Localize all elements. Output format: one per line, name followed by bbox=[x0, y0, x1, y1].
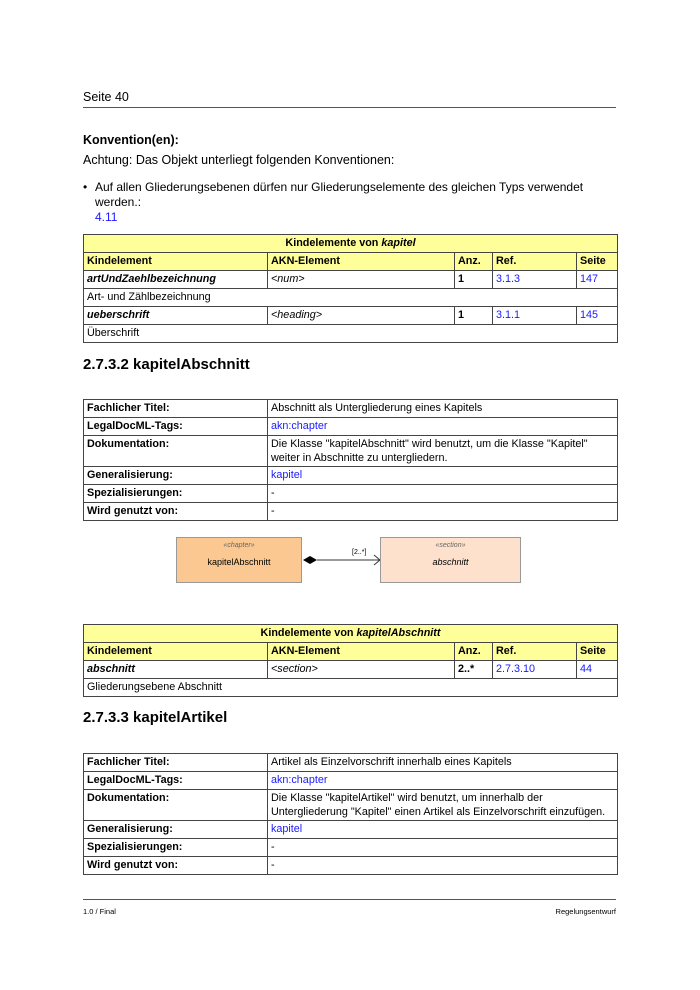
property-label: Wird genutzt von: bbox=[84, 503, 268, 521]
table-row bbox=[84, 307, 618, 325]
table-row bbox=[84, 485, 618, 503]
table-row bbox=[84, 754, 618, 772]
header-divider bbox=[83, 107, 616, 108]
child-description: Gliederungsebene Abschnitt bbox=[84, 679, 618, 697]
property-label: Generalisierung: bbox=[84, 821, 268, 839]
column-header: Ref. bbox=[493, 253, 577, 271]
table-row bbox=[84, 289, 618, 307]
uml-class-kapitelabschnitt bbox=[176, 537, 302, 583]
count: 2..* bbox=[455, 661, 493, 679]
generalization-link[interactable]: kapitel bbox=[271, 469, 303, 481]
ref-link[interactable]: 3.1.1 bbox=[496, 309, 521, 321]
footer-version: 1.0 / Final bbox=[83, 907, 116, 916]
column-header: AKN-Element bbox=[268, 643, 455, 661]
convention-bullet-text: Auf allen Gliederungsebenen dürfen nur Gliederungselemente des gleichen Typs verwendet werden.: bbox=[95, 180, 584, 209]
children-table-kapitelabschnitt bbox=[83, 624, 618, 697]
property-label: Spezialisierungen: bbox=[84, 839, 268, 857]
akn-element: <section> bbox=[268, 661, 455, 679]
properties-table-kapitelabschnitt bbox=[83, 399, 618, 521]
property-label: Dokumentation: bbox=[84, 436, 268, 467]
akn-element: <num> bbox=[268, 271, 455, 289]
property-value: Die Klasse "kapitelAbschnitt" wird benutzt, um die Klasse "Kapitel" weiter in Abschnitte zu untergliedern. bbox=[268, 436, 618, 467]
convention-text: Achtung: Das Objekt unterliegt folgenden Konventionen: bbox=[83, 153, 395, 167]
child-name: artUndZaehlbezeichnung bbox=[84, 271, 268, 289]
table-row bbox=[84, 857, 618, 875]
table-row bbox=[84, 418, 618, 436]
property-value: Die Klasse "kapitelArtikel" wird benutzt, um innerhalb der Untergliederung "Kapitel" einen Artikel als Einzelvorschrift einzufügen. bbox=[268, 790, 618, 821]
table-row bbox=[84, 679, 618, 697]
table-row bbox=[84, 503, 618, 521]
column-header: Anz. bbox=[455, 253, 493, 271]
property-value: - bbox=[268, 503, 618, 521]
uml-multiplicity: [2..*] bbox=[352, 549, 367, 556]
child-description: Überschrift bbox=[84, 325, 618, 343]
column-header: Kindelement bbox=[84, 643, 268, 661]
table-caption: Kindelemente von kapitel bbox=[84, 235, 618, 253]
column-header: Seite bbox=[577, 253, 618, 271]
page-link[interactable]: 145 bbox=[580, 309, 599, 321]
uml-stereotype: «chapter» bbox=[223, 542, 255, 549]
property-label: LegalDocML-Tags: bbox=[84, 772, 268, 790]
generalization-link[interactable]: kapitel bbox=[271, 823, 303, 835]
table-row bbox=[84, 400, 618, 418]
property-label: Generalisierung: bbox=[84, 467, 268, 485]
composition-arrow-icon bbox=[302, 537, 382, 583]
ref-link[interactable]: 3.1.3 bbox=[496, 273, 521, 285]
table-row bbox=[84, 325, 618, 343]
children-table-kapitel bbox=[83, 234, 618, 343]
akn-element: <heading> bbox=[268, 307, 455, 325]
column-header: Kindelement bbox=[84, 253, 268, 271]
column-header: Ref. bbox=[493, 643, 577, 661]
table-caption: Kindelemente von kapitelAbschnitt bbox=[84, 625, 618, 643]
property-label: Fachlicher Titel: bbox=[84, 400, 268, 418]
page-link[interactable]: 44 bbox=[580, 663, 593, 675]
child-description: Art- und Zählbezeichnung bbox=[84, 289, 618, 307]
table-row bbox=[84, 821, 618, 839]
page-link[interactable]: 147 bbox=[580, 273, 599, 285]
footer-status: Regelungsentwurf bbox=[555, 907, 616, 916]
table-row bbox=[84, 467, 618, 485]
uml-stereotype: «section» bbox=[435, 542, 466, 549]
property-value: - bbox=[268, 839, 618, 857]
table-row bbox=[84, 839, 618, 857]
convention-bullet-link[interactable]: 4.11 bbox=[95, 210, 118, 224]
section-heading-kapitelabschnitt: 2.7.3.2 kapitelAbschnitt bbox=[83, 356, 250, 373]
property-label: Spezialisierungen: bbox=[84, 485, 268, 503]
property-value: - bbox=[268, 857, 618, 875]
property-label: Fachlicher Titel: bbox=[84, 754, 268, 772]
convention-title: Konvention(en): bbox=[83, 133, 179, 147]
property-value: Artikel als Einzelvorschrift innerhalb eines Kapitels bbox=[268, 754, 618, 772]
table-row bbox=[84, 661, 618, 679]
ref-link[interactable]: 2.7.3.10 bbox=[496, 663, 536, 675]
property-label: Dokumentation: bbox=[84, 790, 268, 821]
uml-diagram bbox=[176, 537, 522, 585]
legaldocml-tag-link[interactable]: akn:chapter bbox=[271, 420, 328, 432]
table-row bbox=[84, 790, 618, 821]
property-label: Wird genutzt von: bbox=[84, 857, 268, 875]
column-header: AKN-Element bbox=[268, 253, 455, 271]
property-value: - bbox=[268, 485, 618, 503]
uml-class-name: abschnitt bbox=[432, 557, 469, 567]
section-heading-kapitelartikel: 2.7.3.3 kapitelArtikel bbox=[83, 709, 228, 726]
child-name: ueberschrift bbox=[84, 307, 268, 325]
table-row bbox=[84, 772, 618, 790]
properties-table-kapitelartikel bbox=[83, 753, 618, 875]
uml-class-name: kapitelAbschnitt bbox=[207, 557, 271, 567]
child-name: abschnitt bbox=[84, 661, 268, 679]
page-header: Seite 40 bbox=[83, 90, 129, 104]
property-value: Abschnitt als Untergliederung eines Kapitels bbox=[268, 400, 618, 418]
legaldocml-tag-link[interactable]: akn:chapter bbox=[271, 774, 328, 786]
footer-divider bbox=[83, 899, 616, 900]
uml-class-abschnitt bbox=[380, 537, 521, 583]
count: 1 bbox=[455, 307, 493, 325]
property-label: LegalDocML-Tags: bbox=[84, 418, 268, 436]
column-header: Anz. bbox=[455, 643, 493, 661]
table-row bbox=[84, 271, 618, 289]
table-row bbox=[84, 436, 618, 467]
column-header: Seite bbox=[577, 643, 618, 661]
bullet-icon: • bbox=[83, 180, 88, 194]
count: 1 bbox=[455, 271, 493, 289]
